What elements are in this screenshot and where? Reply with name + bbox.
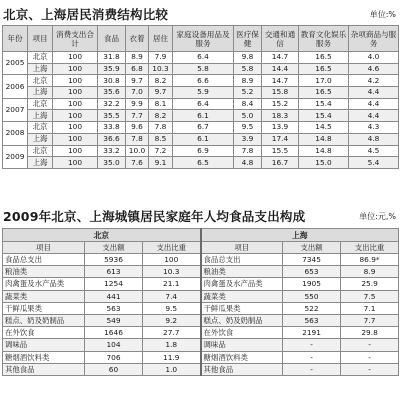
value-cell: 100 <box>53 75 98 87</box>
value-cell: 100 <box>53 87 98 99</box>
value-cell: 4.8 <box>234 157 262 169</box>
share-cell-beijing: 1.0 <box>143 363 201 375</box>
value-cell: 33.8 <box>98 122 126 134</box>
item-cell-shanghai: 糕点、奶及奶制品 <box>201 314 283 326</box>
year-cell: 2006 <box>3 75 28 98</box>
value-cell: 8.9 <box>126 52 149 64</box>
header-city-beijing: 北京 <box>3 229 201 242</box>
value-cell: 35.0 <box>98 157 126 169</box>
value-cell: 6.5 <box>173 157 234 169</box>
value-cell: 36.6 <box>98 133 126 145</box>
item-cell-beijing: 干鲜瓜果类 <box>3 302 85 314</box>
section1-unit: 单位:% <box>369 10 396 19</box>
value-cell: 7.8 <box>126 133 149 145</box>
value-cell: 4.4 <box>349 98 399 110</box>
value-cell: 35.6 <box>98 87 126 99</box>
value-cell: 3.9 <box>234 133 262 145</box>
item-cell-beijing: 蔬菜类 <box>3 290 85 302</box>
share-cell-beijing: 11.9 <box>143 351 201 363</box>
table-row <box>3 254 399 266</box>
item-cell-beijing: 食品总支出 <box>3 254 85 266</box>
consumption-structure-table <box>2 25 399 169</box>
value-cell: 4.2 <box>349 75 399 87</box>
table-header-row <box>3 26 399 52</box>
item-cell-shanghai: 粮油类 <box>201 266 283 278</box>
header-amount-beijing: 支出额 <box>85 242 143 254</box>
header-healthcare: 医疗保健 <box>234 26 262 52</box>
value-cell: 8.4 <box>234 98 262 110</box>
share-cell-beijing: 21.1 <box>143 278 201 290</box>
share-cell-shanghai: - <box>341 351 399 363</box>
amount-cell-beijing: 563 <box>85 302 143 314</box>
value-cell: 33.2 <box>98 145 126 157</box>
value-cell: 9.6 <box>126 122 149 134</box>
item-cell-beijing: 肉禽蛋及水产品类 <box>3 278 85 290</box>
header-share-shanghai: 支出比重 <box>341 242 399 254</box>
amount-cell-shanghai: 550 <box>283 290 341 302</box>
item-cell-shanghai: 调味品 <box>201 339 283 351</box>
value-cell: 7.6 <box>126 157 149 169</box>
item-cell-beijing: 调味品 <box>3 339 85 351</box>
table-row <box>3 290 399 302</box>
value-cell: 15.8 <box>262 87 299 99</box>
value-cell: 35.9 <box>98 63 126 75</box>
item-cell-beijing: 在外饮食 <box>3 327 85 339</box>
amount-cell-shanghai: - <box>283 363 341 375</box>
item-cell-beijing: 其他食品 <box>3 363 85 375</box>
amount-cell-beijing: 549 <box>85 314 143 326</box>
value-cell: 9.7 <box>149 87 173 99</box>
value-cell: 16.5 <box>299 87 349 99</box>
header-item: 项目 <box>28 26 53 52</box>
share-cell-shanghai: 29.8 <box>341 327 399 339</box>
share-cell-shanghai: 7.7 <box>341 314 399 326</box>
section2-title: 2009年北京、上海城镇居民家庭年人均食品支出构成 <box>3 209 306 224</box>
header-misc: 杂项商品与服务 <box>349 26 399 52</box>
value-cell: 100 <box>53 98 98 110</box>
value-cell: 8.1 <box>149 98 173 110</box>
value-cell: 6.1 <box>173 110 234 122</box>
value-cell: 15.4 <box>299 98 349 110</box>
value-cell: 17.4 <box>262 133 299 145</box>
value-cell: 4.8 <box>349 133 399 145</box>
year-cell: 2007 <box>3 98 28 121</box>
header-education: 教育文化娱乐服务 <box>299 26 349 52</box>
header-amount-shanghai: 支出额 <box>283 242 341 254</box>
table-row <box>3 75 399 87</box>
section1-header <box>0 4 400 22</box>
table-row <box>3 98 399 110</box>
value-cell: 10.3 <box>149 63 173 75</box>
amount-cell-shanghai: 563 <box>283 314 341 326</box>
share-cell-shanghai: - <box>341 363 399 375</box>
header-transport: 交通和通信 <box>262 26 299 52</box>
value-cell: 9.5 <box>234 122 262 134</box>
amount-cell-shanghai: 653 <box>283 266 341 278</box>
item-cell-beijing: 粮油类 <box>3 266 85 278</box>
value-cell: 30.8 <box>98 75 126 87</box>
amount-cell-shanghai: - <box>283 351 341 363</box>
value-cell: 15.4 <box>299 110 349 122</box>
city-cell: 上海 <box>28 133 53 145</box>
header-clothing: 衣着 <box>126 26 149 52</box>
amount-cell-beijing: 441 <box>85 290 143 302</box>
value-cell: 14.7 <box>262 75 299 87</box>
amount-cell-shanghai: 7345 <box>283 254 341 266</box>
value-cell: 17.0 <box>299 75 349 87</box>
value-cell: 9.1 <box>149 157 173 169</box>
value-cell: 8.5 <box>149 133 173 145</box>
table-row <box>3 157 399 169</box>
value-cell: 6.9 <box>173 145 234 157</box>
table-row <box>3 363 399 375</box>
share-cell-shanghai: 7.5 <box>341 290 399 302</box>
value-cell: 14.7 <box>262 52 299 64</box>
value-cell: 7.0 <box>126 87 149 99</box>
amount-cell-shanghai: 1905 <box>283 278 341 290</box>
value-cell: 7.9 <box>149 52 173 64</box>
city-cell: 上海 <box>28 110 53 122</box>
value-cell: 9.8 <box>234 52 262 64</box>
item-cell-beijing: 糕点、奶及奶制品 <box>3 314 85 326</box>
amount-cell-beijing: 1254 <box>85 278 143 290</box>
value-cell: 8.2 <box>149 75 173 87</box>
header-item-shanghai: 项目 <box>201 242 283 254</box>
share-cell-beijing: 7.4 <box>143 290 201 302</box>
value-cell: 100 <box>53 110 98 122</box>
value-cell: 100 <box>53 122 98 134</box>
value-cell: 35.5 <box>98 110 126 122</box>
share-cell-shanghai: 25.9 <box>341 278 399 290</box>
value-cell: 8.2 <box>149 110 173 122</box>
amount-cell-beijing: 5936 <box>85 254 143 266</box>
item-cell-shanghai: 糖烟酒饮料类 <box>201 351 283 363</box>
table-row <box>3 327 399 339</box>
value-cell: 100 <box>53 133 98 145</box>
value-cell: 10.0 <box>126 145 149 157</box>
share-cell-shanghai: 8.9 <box>341 266 399 278</box>
table-row <box>3 278 399 290</box>
value-cell: 5.9 <box>173 87 234 99</box>
city-cell: 北京 <box>28 52 53 64</box>
table-row <box>3 145 399 157</box>
value-cell: 14.8 <box>299 145 349 157</box>
share-cell-shanghai: 7.1 <box>341 302 399 314</box>
header-city-shanghai: 上海 <box>201 229 399 242</box>
table-row <box>3 314 399 326</box>
value-cell: 5.8 <box>173 63 234 75</box>
value-cell: 5.0 <box>234 110 262 122</box>
value-cell: 5.4 <box>349 157 399 169</box>
city-cell: 北京 <box>28 98 53 110</box>
value-cell: 4.5 <box>349 145 399 157</box>
table-row <box>3 133 399 145</box>
amount-cell-beijing: 60 <box>85 363 143 375</box>
table-row <box>3 266 399 278</box>
share-cell-beijing: 27.7 <box>143 327 201 339</box>
share-cell-beijing: 10.3 <box>143 266 201 278</box>
value-cell: 16.7 <box>262 157 299 169</box>
value-cell: 14.5 <box>299 122 349 134</box>
value-cell: 16.5 <box>299 63 349 75</box>
amount-cell-shanghai: 522 <box>283 302 341 314</box>
value-cell: 15.5 <box>262 145 299 157</box>
header-item-beijing: 项目 <box>3 242 85 254</box>
section1-title: 北京、上海居民消费结构比较 <box>3 7 169 22</box>
value-cell: 100 <box>53 63 98 75</box>
value-cell: 14.8 <box>299 133 349 145</box>
year-cell: 2008 <box>3 122 28 145</box>
item-cell-shanghai: 食品总支出 <box>201 254 283 266</box>
amount-cell-shanghai: - <box>283 339 341 351</box>
table-row <box>3 302 399 314</box>
value-cell: 5.8 <box>234 63 262 75</box>
value-cell: 6.4 <box>173 98 234 110</box>
value-cell: 16.5 <box>299 52 349 64</box>
share-cell-beijing: 1.8 <box>143 339 201 351</box>
value-cell: 6.4 <box>173 52 234 64</box>
share-cell-beijing: 100 <box>143 254 201 266</box>
value-cell: 5.2 <box>234 87 262 99</box>
table-row <box>3 52 399 64</box>
amount-cell-beijing: 706 <box>85 351 143 363</box>
value-cell: 4.3 <box>349 122 399 134</box>
table-row <box>3 122 399 134</box>
value-cell: 7.8 <box>149 122 173 134</box>
header-household: 家庭设备用品及服务 <box>173 26 234 52</box>
value-cell: 100 <box>53 52 98 64</box>
section2-header <box>0 206 400 224</box>
amount-cell-shanghai: 2191 <box>283 327 341 339</box>
city-cell: 北京 <box>28 122 53 134</box>
item-cell-shanghai: 其他食品 <box>201 363 283 375</box>
city-cell: 上海 <box>28 87 53 99</box>
table-header-row <box>3 229 399 242</box>
year-cell: 2005 <box>3 52 28 75</box>
value-cell: 14.4 <box>262 63 299 75</box>
header-total: 消费支出合计 <box>53 26 98 52</box>
table-row <box>3 351 399 363</box>
section2-unit: 单位:元,% <box>359 212 396 221</box>
value-cell: 7.2 <box>149 145 173 157</box>
item-cell-shanghai: 肉禽蛋及水产品类 <box>201 278 283 290</box>
value-cell: 4.4 <box>349 87 399 99</box>
value-cell: 100 <box>53 157 98 169</box>
value-cell: 6.1 <box>173 133 234 145</box>
value-cell: 4.4 <box>349 110 399 122</box>
share-cell-shanghai: - <box>341 339 399 351</box>
header-year: 年份 <box>3 26 28 52</box>
value-cell: 18.3 <box>262 110 299 122</box>
table-row <box>3 87 399 99</box>
share-cell-beijing: 9.2 <box>143 314 201 326</box>
table-row <box>3 339 399 351</box>
value-cell: 6.7 <box>173 122 234 134</box>
share-cell-beijing: 9.5 <box>143 302 201 314</box>
amount-cell-beijing: 1646 <box>85 327 143 339</box>
value-cell: 7.8 <box>234 145 262 157</box>
header-housing: 居住 <box>149 26 173 52</box>
city-cell: 上海 <box>28 157 53 169</box>
amount-cell-beijing: 613 <box>85 266 143 278</box>
header-food: 食品 <box>98 26 126 52</box>
year-cell: 2009 <box>3 145 28 168</box>
food-expenditure-table <box>2 228 399 376</box>
item-cell-shanghai: 在外饮食 <box>201 327 283 339</box>
value-cell: 13.9 <box>262 122 299 134</box>
value-cell: 15.0 <box>299 157 349 169</box>
table-row <box>3 110 399 122</box>
item-cell-beijing: 糖烟酒饮料类 <box>3 351 85 363</box>
value-cell: 6.6 <box>173 75 234 87</box>
value-cell: 15.2 <box>262 98 299 110</box>
value-cell: 31.8 <box>98 52 126 64</box>
table-subheader-row <box>3 242 399 254</box>
value-cell: 4.0 <box>349 52 399 64</box>
amount-cell-beijing: 104 <box>85 339 143 351</box>
value-cell: 8.9 <box>234 75 262 87</box>
value-cell: 4.6 <box>349 63 399 75</box>
value-cell: 7.7 <box>126 110 149 122</box>
value-cell: 9.7 <box>126 75 149 87</box>
value-cell: 32.2 <box>98 98 126 110</box>
value-cell: 100 <box>53 145 98 157</box>
item-cell-shanghai: 干鲜瓜果类 <box>201 302 283 314</box>
city-cell: 北京 <box>28 145 53 157</box>
city-cell: 上海 <box>28 63 53 75</box>
item-cell-shanghai: 蔬菜类 <box>201 290 283 302</box>
header-share-beijing: 支出比重 <box>143 242 201 254</box>
share-cell-shanghai: 86.9* <box>341 254 399 266</box>
value-cell: 6.8 <box>126 63 149 75</box>
value-cell: 9.9 <box>126 98 149 110</box>
table-row <box>3 63 399 75</box>
city-cell: 北京 <box>28 75 53 87</box>
